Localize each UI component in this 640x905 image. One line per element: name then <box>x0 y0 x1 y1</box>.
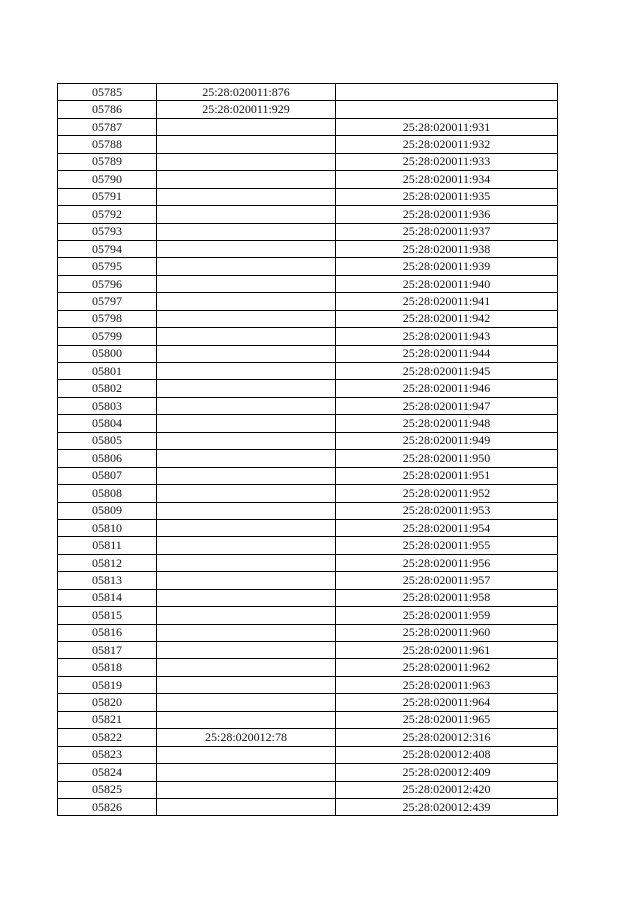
table-body <box>58 84 558 816</box>
cadastral-number-cell: 25:28:020011:961 <box>336 642 558 659</box>
table-row <box>58 746 558 763</box>
previous-cadastral-number-cell <box>157 676 336 693</box>
row-number-cell: 05810 <box>58 519 157 536</box>
cadastral-number-cell <box>336 101 558 118</box>
cadastral-number-cell: 25:28:020011:951 <box>336 467 558 484</box>
previous-cadastral-number-cell <box>157 363 336 380</box>
previous-cadastral-number-cell <box>157 624 336 641</box>
row-number-cell: 05824 <box>58 764 157 781</box>
table-row <box>58 171 558 188</box>
previous-cadastral-number-cell <box>157 223 336 240</box>
previous-cadastral-number-cell <box>157 397 336 414</box>
previous-cadastral-number-cell <box>157 711 336 728</box>
previous-cadastral-number-cell <box>157 450 336 467</box>
cadastral-number-cell: 25:28:020011:962 <box>336 659 558 676</box>
cadastral-number-cell: 25:28:020011:960 <box>336 624 558 641</box>
cadastral-number-cell: 25:28:020011:936 <box>336 206 558 223</box>
cadastral-number-cell: 25:28:020011:935 <box>336 188 558 205</box>
table-row <box>58 450 558 467</box>
cadastral-number-cell: 25:28:020011:956 <box>336 554 558 571</box>
previous-cadastral-number-cell: 25:28:020011:876 <box>157 84 336 101</box>
row-number-cell: 05807 <box>58 467 157 484</box>
previous-cadastral-number-cell: 25:28:020011:929 <box>157 101 336 118</box>
table-row <box>58 275 558 292</box>
row-number-cell: 05820 <box>58 694 157 711</box>
previous-cadastral-number-cell <box>157 519 336 536</box>
table-row <box>58 537 558 554</box>
cadastral-number-cell: 25:28:020011:948 <box>336 415 558 432</box>
previous-cadastral-number-cell <box>157 537 336 554</box>
table-row <box>58 572 558 589</box>
table-row <box>58 101 558 118</box>
cadastral-number-cell: 25:28:020011:959 <box>336 607 558 624</box>
table-row <box>58 554 558 571</box>
cadastral-number-cell <box>336 84 558 101</box>
row-number-cell: 05804 <box>58 415 157 432</box>
table-row <box>58 502 558 519</box>
row-number-cell: 05788 <box>58 136 157 153</box>
row-number-cell: 05786 <box>58 101 157 118</box>
row-number-cell: 05812 <box>58 554 157 571</box>
row-number-cell: 05787 <box>58 118 157 135</box>
row-number-cell: 05802 <box>58 380 157 397</box>
row-number-cell: 05800 <box>58 345 157 362</box>
row-number-cell: 05815 <box>58 607 157 624</box>
row-number-cell: 05791 <box>58 188 157 205</box>
previous-cadastral-number-cell <box>157 345 336 362</box>
row-number-cell: 05789 <box>58 153 157 170</box>
cadastral-number-cell: 25:28:020012:409 <box>336 764 558 781</box>
row-number-cell: 05801 <box>58 363 157 380</box>
cadastral-number-cell: 25:28:020012:439 <box>336 798 558 815</box>
row-number-cell: 05819 <box>58 676 157 693</box>
cadastral-number-table <box>57 83 558 816</box>
previous-cadastral-number-cell <box>157 502 336 519</box>
cadastral-number-cell: 25:28:020011:958 <box>336 589 558 606</box>
table-row <box>58 240 558 257</box>
table-row <box>58 397 558 414</box>
cadastral-number-cell: 25:28:020011:931 <box>336 118 558 135</box>
row-number-cell: 05792 <box>58 206 157 223</box>
cadastral-number-cell: 25:28:020011:942 <box>336 310 558 327</box>
table-row <box>58 694 558 711</box>
table-row <box>58 624 558 641</box>
cadastral-number-cell: 25:28:020011:932 <box>336 136 558 153</box>
previous-cadastral-number-cell <box>157 607 336 624</box>
row-number-cell: 05826 <box>58 798 157 815</box>
table-row <box>58 485 558 502</box>
cadastral-number-cell: 25:28:020011:937 <box>336 223 558 240</box>
table-row <box>58 711 558 728</box>
previous-cadastral-number-cell <box>157 659 336 676</box>
cadastral-number-cell: 25:28:020011:941 <box>336 293 558 310</box>
previous-cadastral-number-cell <box>157 275 336 292</box>
cadastral-number-cell: 25:28:020011:940 <box>336 275 558 292</box>
row-number-cell: 05822 <box>58 729 157 746</box>
table-row <box>58 642 558 659</box>
row-number-cell: 05825 <box>58 781 157 798</box>
table-row <box>58 798 558 815</box>
row-number-cell: 05798 <box>58 310 157 327</box>
previous-cadastral-number-cell <box>157 798 336 815</box>
previous-cadastral-number-cell <box>157 764 336 781</box>
row-number-cell: 05811 <box>58 537 157 554</box>
cadastral-number-cell: 25:28:020011:943 <box>336 328 558 345</box>
previous-cadastral-number-cell <box>157 310 336 327</box>
row-number-cell: 05809 <box>58 502 157 519</box>
cadastral-number-cell: 25:28:020011:938 <box>336 240 558 257</box>
cadastral-number-cell: 25:28:020011:954 <box>336 519 558 536</box>
table-row <box>58 345 558 362</box>
row-number-cell: 05821 <box>58 711 157 728</box>
table-row <box>58 764 558 781</box>
previous-cadastral-number-cell <box>157 485 336 502</box>
table-row <box>58 258 558 275</box>
row-number-cell: 05794 <box>58 240 157 257</box>
table-row <box>58 136 558 153</box>
cadastral-number-cell: 25:28:020011:933 <box>336 153 558 170</box>
previous-cadastral-number-cell: 25:28:020012:78 <box>157 729 336 746</box>
row-number-cell: 05808 <box>58 485 157 502</box>
previous-cadastral-number-cell <box>157 432 336 449</box>
row-number-cell: 05790 <box>58 171 157 188</box>
table-row <box>58 729 558 746</box>
table-row <box>58 519 558 536</box>
row-number-cell: 05823 <box>58 746 157 763</box>
previous-cadastral-number-cell <box>157 258 336 275</box>
cadastral-number-cell: 25:28:020011:939 <box>336 258 558 275</box>
cadastral-number-cell: 25:28:020011:957 <box>336 572 558 589</box>
previous-cadastral-number-cell <box>157 380 336 397</box>
cadastral-number-cell: 25:28:020011:952 <box>336 485 558 502</box>
cadastral-number-cell: 25:28:020011:963 <box>336 676 558 693</box>
cadastral-number-cell: 25:28:020012:420 <box>336 781 558 798</box>
cadastral-number-cell: 25:28:020011:945 <box>336 363 558 380</box>
table-row <box>58 328 558 345</box>
previous-cadastral-number-cell <box>157 589 336 606</box>
previous-cadastral-number-cell <box>157 415 336 432</box>
row-number-cell: 05817 <box>58 642 157 659</box>
row-number-cell: 05818 <box>58 659 157 676</box>
previous-cadastral-number-cell <box>157 554 336 571</box>
previous-cadastral-number-cell <box>157 293 336 310</box>
table-row <box>58 432 558 449</box>
previous-cadastral-number-cell <box>157 572 336 589</box>
row-number-cell: 05803 <box>58 397 157 414</box>
previous-cadastral-number-cell <box>157 694 336 711</box>
cadastral-number-cell: 25:28:020011:944 <box>336 345 558 362</box>
table-row <box>58 153 558 170</box>
table-row <box>58 589 558 606</box>
cadastral-number-cell: 25:28:020012:316 <box>336 729 558 746</box>
previous-cadastral-number-cell <box>157 467 336 484</box>
table-row <box>58 781 558 798</box>
cadastral-number-cell: 25:28:020011:934 <box>336 171 558 188</box>
table-row <box>58 293 558 310</box>
previous-cadastral-number-cell <box>157 206 336 223</box>
row-number-cell: 05795 <box>58 258 157 275</box>
row-number-cell: 05805 <box>58 432 157 449</box>
cadastral-number-cell: 25:28:020011:953 <box>336 502 558 519</box>
row-number-cell: 05797 <box>58 293 157 310</box>
table-row <box>58 188 558 205</box>
table-row <box>58 310 558 327</box>
cadastral-number-cell: 25:28:020012:408 <box>336 746 558 763</box>
previous-cadastral-number-cell <box>157 781 336 798</box>
table-row <box>58 118 558 135</box>
cadastral-number-cell: 25:28:020011:955 <box>336 537 558 554</box>
table-row <box>58 223 558 240</box>
previous-cadastral-number-cell <box>157 188 336 205</box>
cadastral-number-cell: 25:28:020011:964 <box>336 694 558 711</box>
previous-cadastral-number-cell <box>157 136 336 153</box>
table-row <box>58 659 558 676</box>
previous-cadastral-number-cell <box>157 746 336 763</box>
previous-cadastral-number-cell <box>157 328 336 345</box>
row-number-cell: 05799 <box>58 328 157 345</box>
row-number-cell: 05785 <box>58 84 157 101</box>
table-row <box>58 363 558 380</box>
row-number-cell: 05814 <box>58 589 157 606</box>
row-number-cell: 05806 <box>58 450 157 467</box>
previous-cadastral-number-cell <box>157 240 336 257</box>
row-number-cell: 05793 <box>58 223 157 240</box>
cadastral-number-cell: 25:28:020011:949 <box>336 432 558 449</box>
table-row <box>58 415 558 432</box>
row-number-cell: 05816 <box>58 624 157 641</box>
row-number-cell: 05813 <box>58 572 157 589</box>
cadastral-number-cell: 25:28:020011:950 <box>336 450 558 467</box>
cadastral-number-cell: 25:28:020011:965 <box>336 711 558 728</box>
cadastral-number-cell: 25:28:020011:946 <box>336 380 558 397</box>
previous-cadastral-number-cell <box>157 171 336 188</box>
table-row <box>58 607 558 624</box>
table-row <box>58 206 558 223</box>
table-row <box>58 467 558 484</box>
table-row <box>58 84 558 101</box>
table-row <box>58 676 558 693</box>
previous-cadastral-number-cell <box>157 642 336 659</box>
previous-cadastral-number-cell <box>157 118 336 135</box>
row-number-cell: 05796 <box>58 275 157 292</box>
cadastral-number-cell: 25:28:020011:947 <box>336 397 558 414</box>
previous-cadastral-number-cell <box>157 153 336 170</box>
table-row <box>58 380 558 397</box>
